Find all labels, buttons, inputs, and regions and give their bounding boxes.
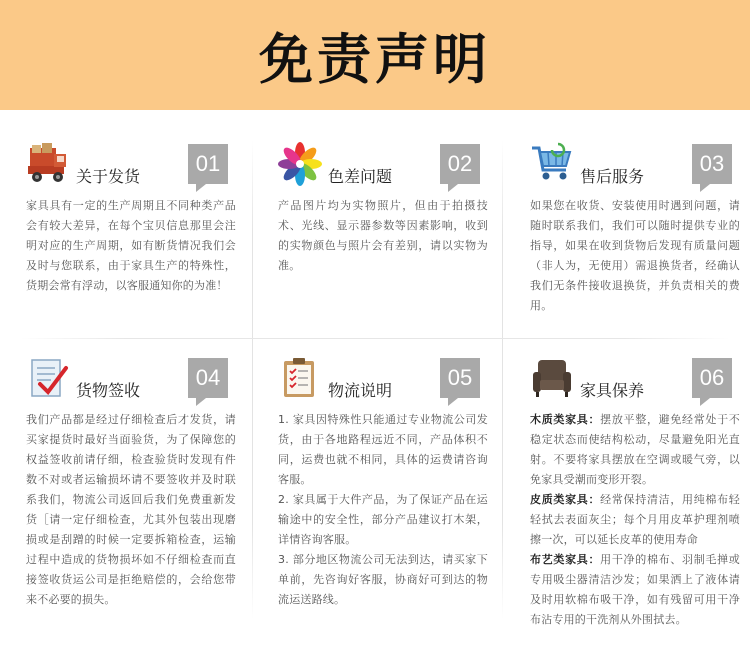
clipboard-icon: [278, 356, 322, 400]
card-text: 家具具有一定的生产周期且不同种类产品会有较大差异，在每个宝贝信息那里会注明对应的生产周期，如有断货情况我们会及时与您联系，由于家具生产的特殊性，货期会常有浮动，以客服通知你的为准！: [26, 199, 236, 292]
card-title: 关于发货: [76, 167, 141, 186]
truck-icon: [26, 142, 70, 186]
card-body: [278, 410, 488, 610]
card-number-badge: 04: [188, 358, 228, 398]
card-number-badge: 02: [440, 144, 480, 184]
card-title: 家具保养: [580, 381, 645, 400]
card-body: [530, 410, 740, 630]
checklist-icon: [26, 356, 70, 400]
card-number-badge: 01: [188, 144, 228, 184]
card-shipping: [26, 142, 236, 392]
card-number-badge: 03: [692, 144, 732, 184]
card-goods-receipt: [26, 356, 236, 626]
column-divider: [502, 140, 503, 620]
card-furniture-care: [530, 356, 740, 626]
armchair-icon: [530, 356, 574, 400]
care-item-leather: [530, 490, 740, 550]
care-text: 经常保持清洁，用纯棉布轻轻拭去表面灰尘；每个月用皮革护理剂喷擦一次，可以延长皮革的使用寿命: [530, 493, 741, 546]
shopping-cart-icon: [530, 142, 574, 186]
card-title: 物流说明: [328, 381, 393, 400]
card-logistics: [278, 356, 488, 626]
card-number-badge: 05: [440, 358, 480, 398]
page-title: 免责声明: [259, 27, 491, 91]
card-body: [26, 410, 236, 610]
card-number-badge: 06: [692, 358, 732, 398]
card-color-difference: [278, 142, 488, 392]
card-title: 售后服务: [580, 167, 645, 186]
care-label: 皮质类家具：: [530, 493, 601, 506]
card-paragraph: 1. 家具因特殊性只能通过专业物流公司发货，由于各地路程远近不同，产品体积不同，运费也就不相同，具体的运费请咨询客服。: [278, 413, 488, 486]
care-text: 用干净的棉布、羽制毛掸或专用吸尘器清洁沙发；如果洒上了液体请及时用软棉布吸干净，如有残留可用干净布沾专用的干洗剂从外围拭去。: [530, 553, 741, 626]
care-item-wood: [530, 410, 740, 490]
card-paragraph: 2. 家具属于大件产品，为了保证产品在运输途中的安全性，部分产品建议打木架，详情咨询客服。: [278, 493, 488, 546]
card-title: 货物签收: [76, 381, 141, 400]
card-text: 我们产品都是经过仔细检查后才发货，请买家提货时最好当面验货，为了保障您的权益签收前请仔细，检查验货时发现有件数不对或者运输损坏请不要签收并及时联系我们，物流公司返回后我们免费重新发货［请一定仔细检查，尤其外包装出现磨损或是刮蹭的时候一定要拆箱检查，运输过程中造成的货物损坏如不仔细检查而直接签收货运公司是拒绝赔偿的，会给您带来不必要的损失。: [26, 413, 236, 606]
care-item-fabric: [530, 550, 740, 630]
color-wheel-icon: [278, 142, 322, 186]
header-banner: [0, 0, 750, 110]
card-body: [26, 196, 236, 296]
card-text: 如果您在收货、安装使用时遇到问题，请随时联系我们，我们可以随时提供专业的指导，如果在收到货物后发现有质量问题（非人为，无使用）需退换货者，经确认我们无条件接收退换货，并负责相关的费用。: [530, 199, 740, 312]
card-body: [530, 196, 740, 316]
card-text: 产品图片均为实物照片，但由于拍摄技术、光线、显示器参数等因素影响，收到的实物颜色与照片会有差别，请以实物为准。: [278, 199, 488, 272]
card-title: 色差问题: [328, 167, 393, 186]
card-paragraph: 3. 部分地区物流公司无法到达，请买家下单前，先咨询好客服，协商好可到达的物流运送路线。: [278, 553, 488, 606]
care-label: 木质类家具：: [530, 413, 601, 426]
column-divider: [252, 140, 253, 620]
card-after-sales: [530, 142, 740, 392]
care-label: 布艺类家具：: [530, 553, 601, 566]
card-body: [278, 196, 488, 276]
care-text: 摆放平整，避免经常处于不稳定状态而使结构松动，尽量避免阳光直射。不要将家具摆放在空调或暖气旁，以免家具受潮而变形开裂。: [530, 413, 741, 486]
